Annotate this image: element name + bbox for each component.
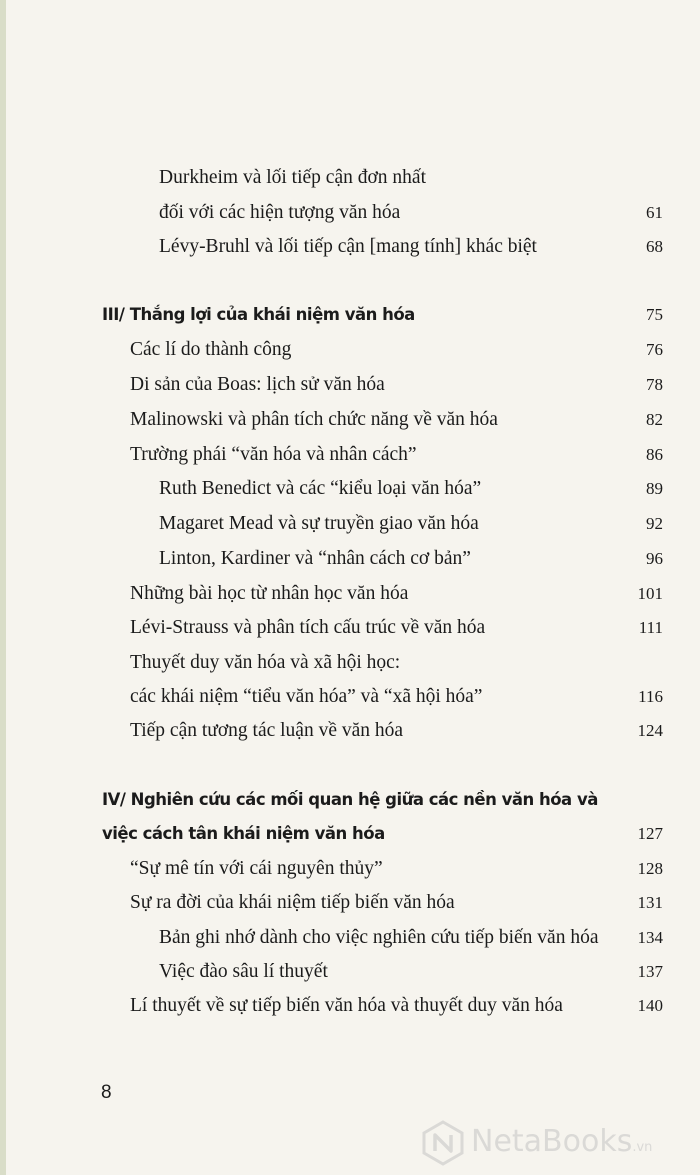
- toc-entry: [0, 713, 700, 749]
- toc-entry-title: Trường phái “văn hóa và nhân cách”: [130, 444, 417, 465]
- toc-entry-page: 96: [646, 549, 663, 568]
- toc-entry-page: 78: [646, 375, 663, 394]
- toc-entry-title: Thuyết duy văn hóa và xã hội học:: [130, 652, 401, 673]
- toc-entry: [0, 851, 700, 887]
- toc-entry-title: Lévy-Bruhl và lối tiếp cận [mang tính] khác biệt: [159, 236, 537, 257]
- toc-entry-page: 101: [637, 584, 663, 603]
- toc-entry-page: 82: [646, 410, 663, 429]
- toc-entry-title: Lévi-Strauss và phân tích cấu trúc về văn hóa: [130, 617, 486, 638]
- toc-entry-title: Linton, Kardiner và “nhân cách cơ bản”: [159, 548, 471, 569]
- toc-entry-title: các khái niệm “tiểu văn hóa” và “xã hội hóa”: [130, 686, 483, 707]
- watermark-suffix: .vn: [632, 1140, 653, 1155]
- toc-entry-title: Di sản của Boas: lịch sử văn hóa: [130, 374, 385, 395]
- watermark: [419, 1117, 699, 1167]
- toc-entry: [0, 471, 700, 507]
- toc-entry: [0, 954, 700, 990]
- toc-entry-title: đối với các hiện tượng văn hóa: [159, 202, 401, 223]
- toc-entry: [0, 195, 700, 231]
- toc-entry-page: 68: [646, 237, 663, 256]
- toc-entry-page: 124: [637, 721, 663, 740]
- toc-entry: [0, 679, 700, 715]
- toc-entry-title: Lí thuyết về sự tiếp biến văn hóa và thuyết duy văn hóa: [130, 995, 563, 1016]
- toc-entry-title: Ruth Benedict và các “kiểu loại văn hóa”: [159, 478, 482, 499]
- toc-chapter-title: IV/ Nghiên cứu các mối quan hệ giữa các nền văn hóa và: [102, 790, 598, 809]
- toc-entry-page: 137: [637, 962, 663, 981]
- toc-entry-page: 127: [637, 824, 663, 843]
- toc-chapter: [0, 816, 700, 852]
- toc-entry-page: 86: [646, 445, 663, 464]
- page-number: 8: [101, 1082, 112, 1103]
- toc-entry: [0, 541, 700, 577]
- toc-entry-title: Magaret Mead và sự truyền giao văn hóa: [159, 513, 479, 534]
- toc-entry-title: Tiếp cận tương tác luận về văn hóa: [130, 720, 404, 741]
- toc-entry-title: “Sự mê tín với cái nguyên thủy”: [130, 858, 383, 879]
- toc-entry-title: Bản ghi nhớ dành cho việc nghiên cứu tiếp biến văn hóa: [159, 927, 599, 948]
- toc-entry: [0, 576, 700, 612]
- toc-entry-page: 140: [637, 996, 663, 1015]
- toc-entry-page: 92: [646, 514, 663, 533]
- toc-entry-title: Durkheim và lối tiếp cận đơn nhất: [159, 167, 426, 188]
- toc-entry-title: Việc đào sâu lí thuyết: [159, 961, 328, 982]
- toc-chapter: [0, 297, 700, 333]
- toc-entry-page: 134: [637, 928, 663, 947]
- watermark-brand: NetaBooks: [471, 1124, 633, 1159]
- toc-entry: [0, 332, 700, 368]
- toc-entry-page: 76: [646, 340, 663, 359]
- toc-chapter: [0, 782, 700, 818]
- toc-chapter-title: việc cách tân khái niệm văn hóa: [102, 824, 385, 843]
- toc-entry-page: 128: [637, 859, 663, 878]
- netabooks-logo-icon: [419, 1119, 467, 1167]
- toc-entry-title: Các lí do thành công: [130, 339, 292, 360]
- toc-entry-page: 131: [637, 893, 663, 912]
- toc-entry-title: Những bài học từ nhân học văn hóa: [130, 583, 409, 604]
- toc-entry: [0, 645, 700, 681]
- toc-entry: [0, 437, 700, 473]
- toc-entry: [0, 610, 700, 646]
- toc-entry-page: 89: [646, 479, 663, 498]
- toc-entry: [0, 367, 700, 403]
- toc-entry: [0, 229, 700, 265]
- toc-entry-page: 111: [638, 618, 663, 637]
- toc-entry-page: 61: [646, 203, 663, 222]
- toc-entry: [0, 920, 700, 956]
- toc-entry: [0, 988, 700, 1024]
- watermark-text: [471, 1123, 652, 1167]
- toc-entry-title: Malinowski và phân tích chức năng về văn hóa: [130, 409, 498, 430]
- toc-entry-page: 116: [638, 687, 663, 706]
- toc-entry: [0, 160, 700, 196]
- toc-chapter-title: III/ Thắng lợi của khái niệm văn hóa: [102, 305, 415, 324]
- toc-entry: [0, 402, 700, 438]
- toc-entry-title: Sự ra đời của khái niệm tiếp biến văn hóa: [130, 892, 455, 913]
- toc-entry: [0, 506, 700, 542]
- toc-entry-page: 75: [646, 305, 663, 324]
- toc-entry: [0, 885, 700, 921]
